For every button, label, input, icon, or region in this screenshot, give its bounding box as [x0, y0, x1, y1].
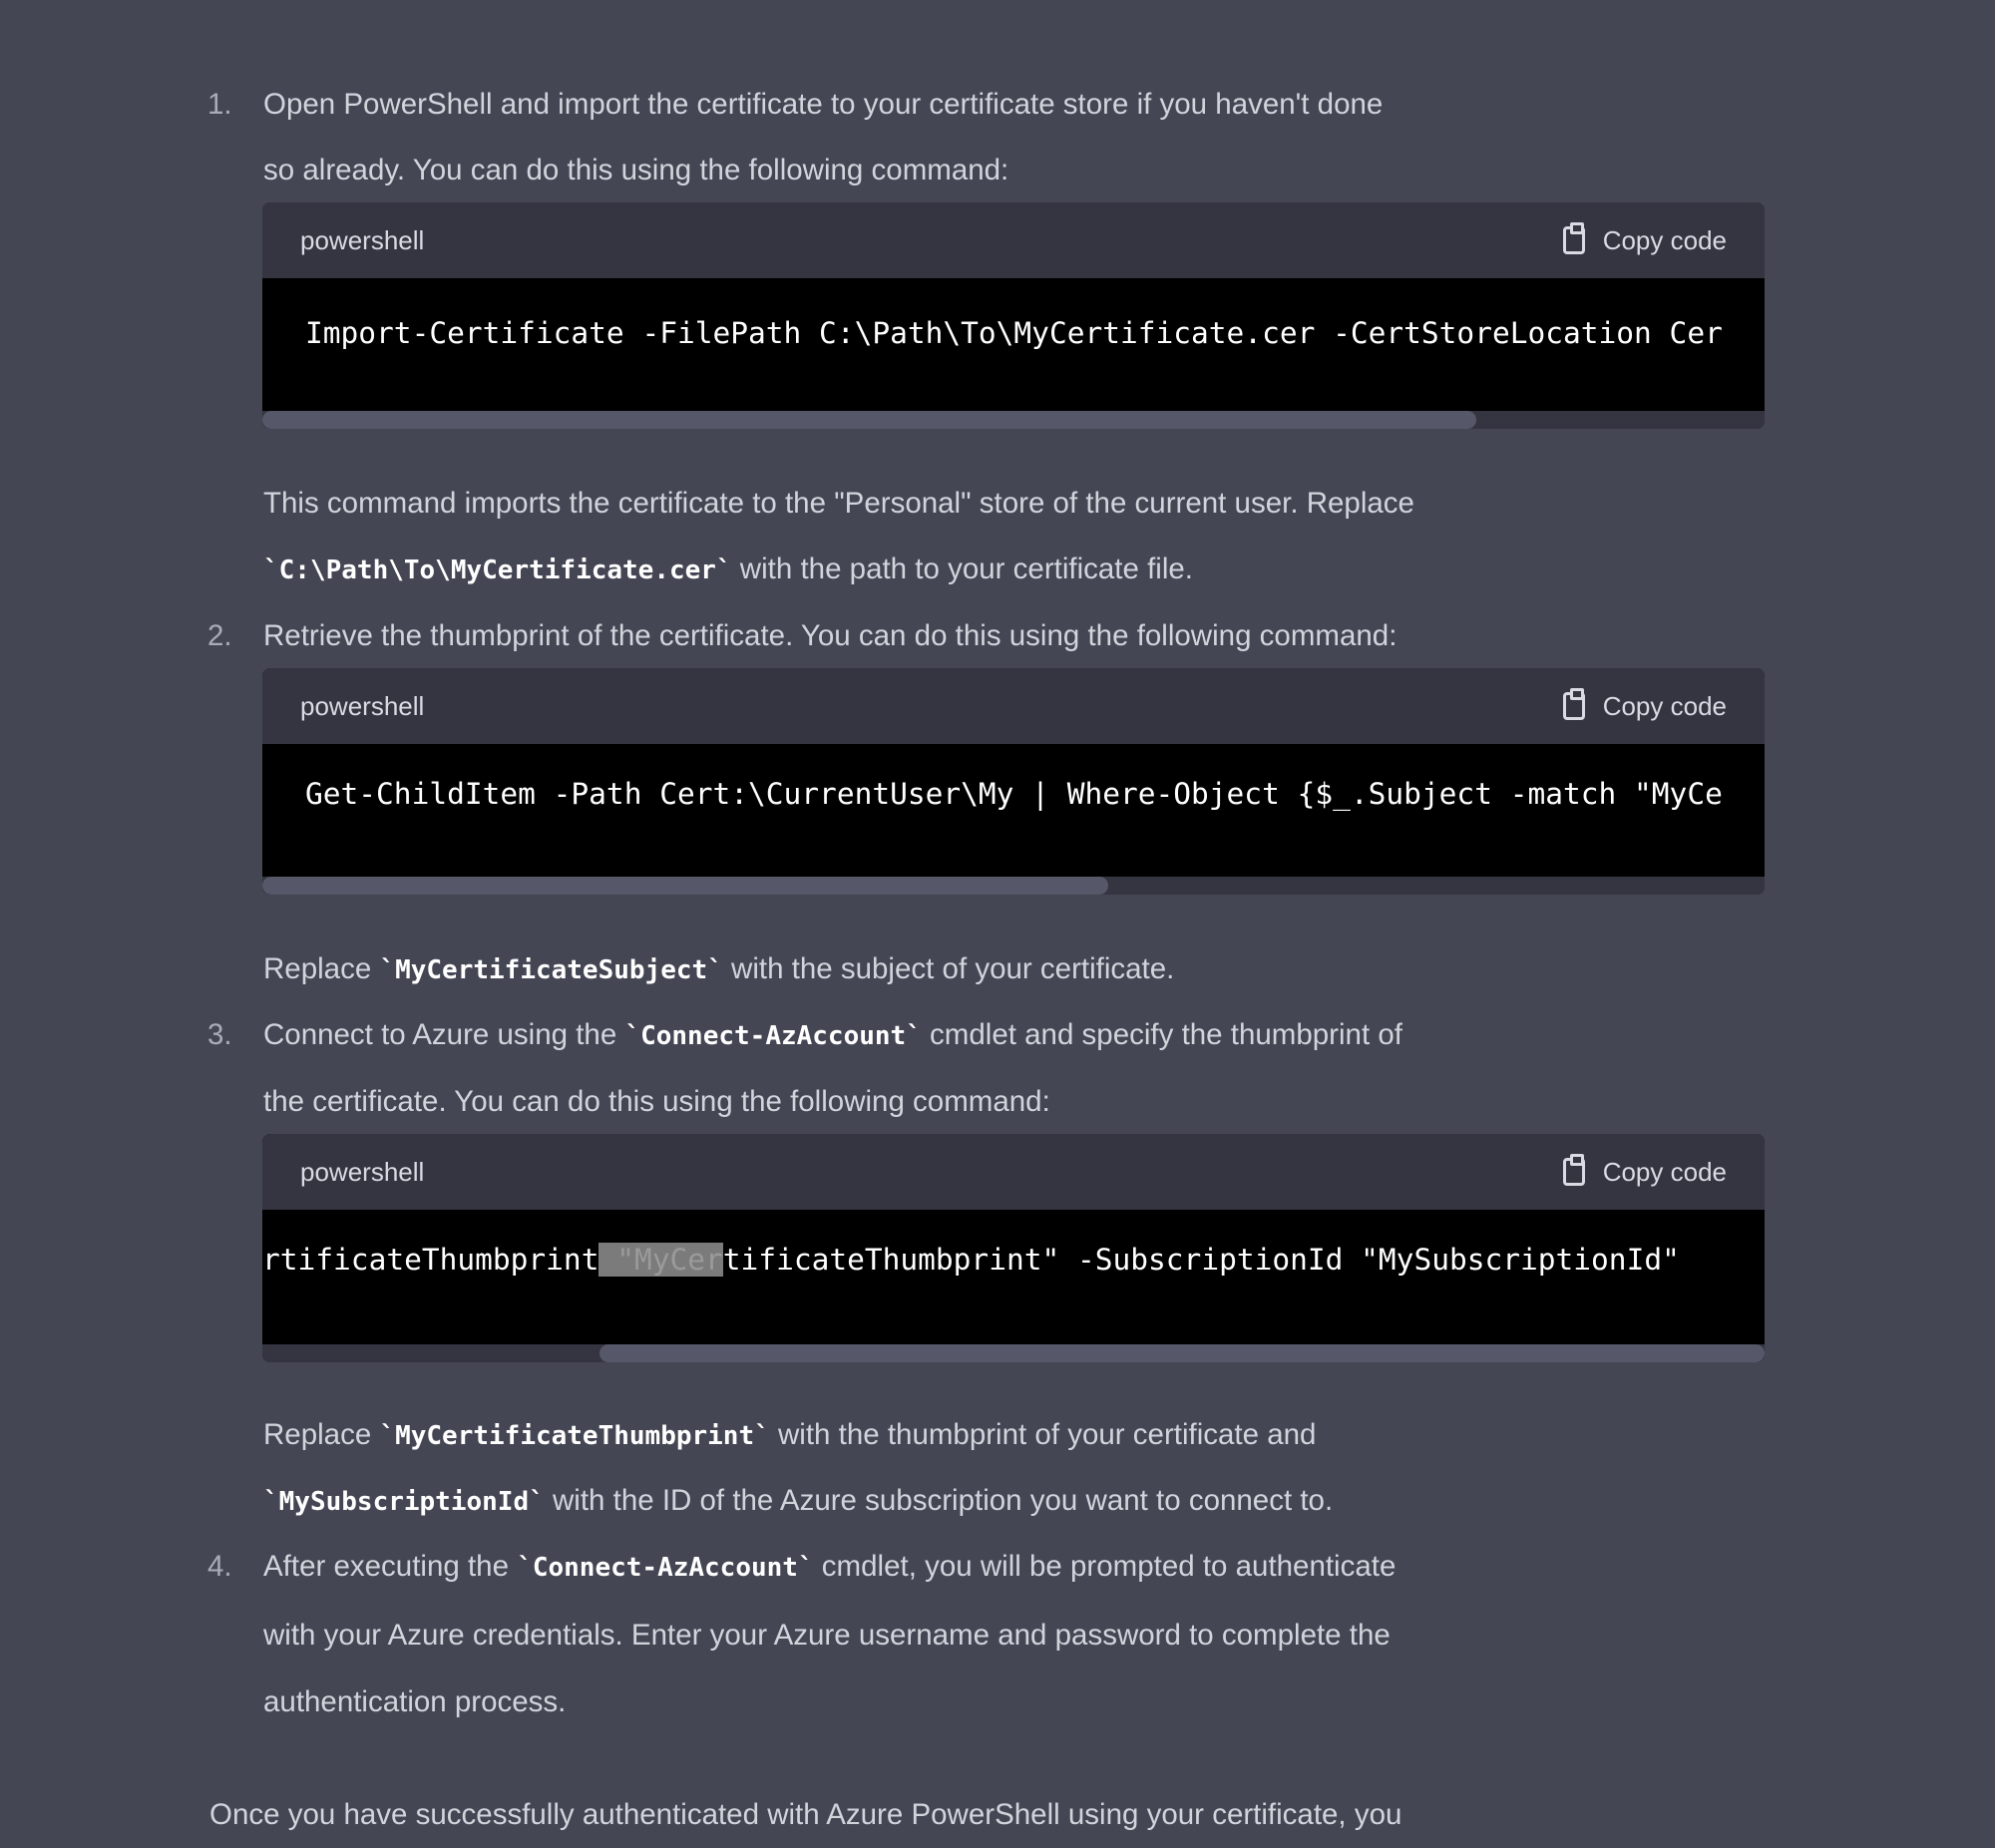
code-language: powershell [300, 690, 425, 721]
code-language: powershell [300, 1156, 425, 1187]
inline-code: `Connect-AzAccount` [517, 1553, 814, 1583]
scrollbar-thumb[interactable] [262, 411, 1476, 429]
step-4-text: with your Azure credentials. Enter your Azure username and password to complete the [263, 1619, 1391, 1652]
inline-code: `MySubscriptionId` [263, 1487, 545, 1517]
code-language: powershell [300, 224, 425, 255]
copy-code-button[interactable] [1563, 691, 1727, 722]
copy-code-label: Copy code [1602, 690, 1727, 721]
clipboard-icon [1563, 692, 1585, 720]
step-4-text: After executing the `Connect-AzAccount` cmdlet, you will be prompted to authenticate [263, 1550, 1396, 1583]
scrollbar-thumb[interactable] [262, 877, 1108, 895]
step-4-text: authentication process. [263, 1685, 567, 1718]
horizontal-scrollbar[interactable] [262, 411, 1765, 429]
code-block-header [262, 202, 1765, 278]
step-3-text: the certificate. You can do this using the following command: [263, 1085, 1050, 1118]
note-text: This command imports the certificate to the "Personal" store of the current user. Replace [263, 487, 1414, 520]
step-1-text: so already. You can do this using the following command: [263, 154, 1009, 186]
step-number: 3. [207, 1018, 232, 1051]
code-text: rtificateThumbprint "MyCertificateThumbprint" -SubscriptionId "MySubscriptionId" [262, 1243, 1680, 1277]
code-block-header [262, 1134, 1765, 1210]
horizontal-scrollbar[interactable] [262, 1344, 1765, 1362]
copy-code-label: Copy code [1602, 1156, 1727, 1187]
note-text: Replace `MyCertificateThumbprint` with the thumbprint of your certificate and [263, 1418, 1317, 1451]
step-number: 4. [207, 1550, 232, 1583]
copy-code-button[interactable] [1563, 225, 1727, 256]
inline-code: `C:\Path\To\MyCertificate.cer` [263, 555, 732, 585]
step-number: 2. [207, 619, 232, 652]
inline-code: `MyCertificateSubject` [379, 955, 723, 985]
note-text: Replace `MyCertificateSubject` with the subject of your certificate. [263, 952, 1175, 985]
selected-text: "MyCer [598, 1243, 723, 1277]
code-text: Get-ChildItem -Path Cert:\CurrentUser\My | Where-Object {$_.Subject -match "MyCe [305, 777, 1723, 811]
clipboard-icon [1563, 226, 1585, 254]
code-text: Import-Certificate -FilePath C:\Path\To\MyCertificate.cer -CertStoreLocation Cer [305, 316, 1723, 350]
note-text: `C:\Path\To\MyCertificate.cer` with the path to your certificate file. [263, 553, 1194, 585]
code-block-header [262, 668, 1765, 744]
step-3-text: Connect to Azure using the `Connect-AzAccount` cmdlet and specify the thumbprint of [263, 1018, 1402, 1051]
step-2-text: Retrieve the thumbprint of the certificate. You can do this using the following command: [263, 619, 1397, 652]
horizontal-scrollbar[interactable] [262, 877, 1765, 895]
step-1-text: Open PowerShell and import the certificate to your certificate store if you haven't done [263, 88, 1384, 121]
inline-code: `Connect-AzAccount` [624, 1021, 922, 1051]
step-number: 1. [207, 88, 232, 121]
code-block [262, 1134, 1765, 1362]
note-text: `MySubscriptionId` with the ID of the Azure subscription you want to connect to. [263, 1484, 1334, 1517]
inline-code: `MyCertificateThumbprint` [379, 1421, 770, 1451]
copy-code-button[interactable] [1563, 1157, 1727, 1188]
copy-code-label: Copy code [1602, 224, 1727, 255]
code-block [262, 202, 1765, 429]
closing-text: Once you have successfully authenticated with Azure PowerShell using your certificate, you [209, 1798, 1402, 1831]
code-block [262, 668, 1765, 895]
clipboard-icon [1563, 1158, 1585, 1186]
scrollbar-thumb[interactable] [599, 1344, 1765, 1362]
